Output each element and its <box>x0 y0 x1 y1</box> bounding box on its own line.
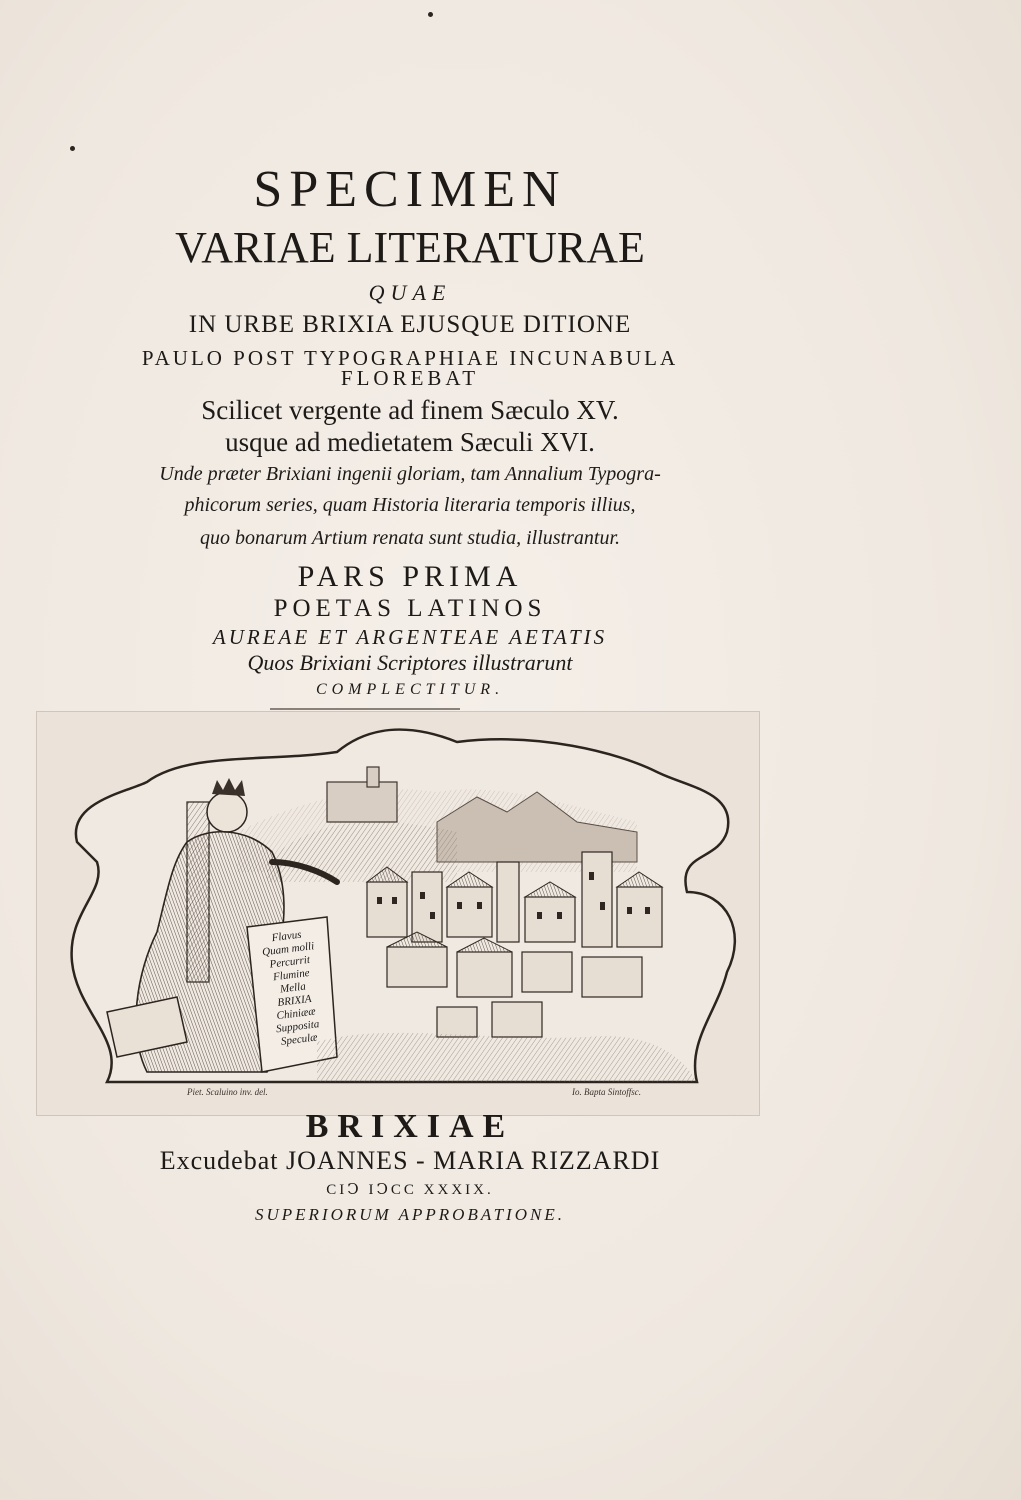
engraver-signature: Io. Bapta Sintoffsc. <box>572 1087 641 1097</box>
main-title: SPECIMEN <box>253 161 567 218</box>
scroll-line: Quam molli <box>261 940 315 959</box>
imprint-city: BRIXIAE <box>305 1108 515 1145</box>
scroll-line: Supposita <box>275 1018 320 1036</box>
description-line: phicorum series, quam Historia literaria temporis illius, <box>184 494 636 516</box>
part-subject: AUREAE ET ARGENTEAE AETATIS <box>212 625 608 649</box>
imprint-year: CIↃ IↃCC XXXIX. <box>326 1182 494 1198</box>
artist-signature: Piet. Scaluino inv. del. <box>187 1087 268 1097</box>
part-subject: Quos Brixiani Scriptores illustrarunt <box>247 650 573 675</box>
subtitle-line: Scilicet vergente ad finem Sæculo XV. <box>201 395 619 425</box>
engraving-plate <box>36 711 760 1116</box>
subtitle-line: FLOREBAT <box>340 366 480 390</box>
subtitle-line: VARIAE LITERATURAE <box>175 223 645 272</box>
part-subject: COMPLECTITUR. <box>315 681 505 698</box>
scroll-line: Flavus <box>270 928 303 945</box>
scroll-inscription <box>245 925 341 1051</box>
description-line: Unde præter Brixiani ingenii gloriam, tam Annalium Typogra- <box>159 463 661 485</box>
scroll-line: BRIXIA <box>276 992 313 1009</box>
description-line: quo bonarum Artium renata sunt studia, illustrantur. <box>199 527 621 549</box>
subtitle-line: QUAE <box>368 280 452 305</box>
part-subject: POETAS LATINOS <box>273 595 547 622</box>
scroll-line: Flumine <box>272 966 311 984</box>
divider <box>270 708 460 710</box>
imprint-approval: SUPERIORUM APPROBATIONE. <box>255 1205 565 1224</box>
subtitle-line: PAULO POST TYPOGRAPHIAE INCUNABULA <box>141 346 679 370</box>
subtitle-line: IN URBE BRIXIA EJUSQUE DITIONE <box>188 311 632 338</box>
engraving-illustration <box>37 712 759 1115</box>
part-heading: PARS PRIMA <box>297 560 523 593</box>
scroll-line: Mella <box>279 980 307 996</box>
scroll-line: Speculæ <box>280 1031 319 1048</box>
title-block <box>60 0 760 720</box>
subtitle-line: usque ad medietatem Sæculi XVI. <box>225 427 595 457</box>
scroll-line: Percurrit <box>268 953 311 971</box>
scroll-line: Chiniææ <box>275 1005 317 1023</box>
imprint-printer: Excudebat JOANNES - MARIA RIZZARDI <box>159 1146 661 1175</box>
